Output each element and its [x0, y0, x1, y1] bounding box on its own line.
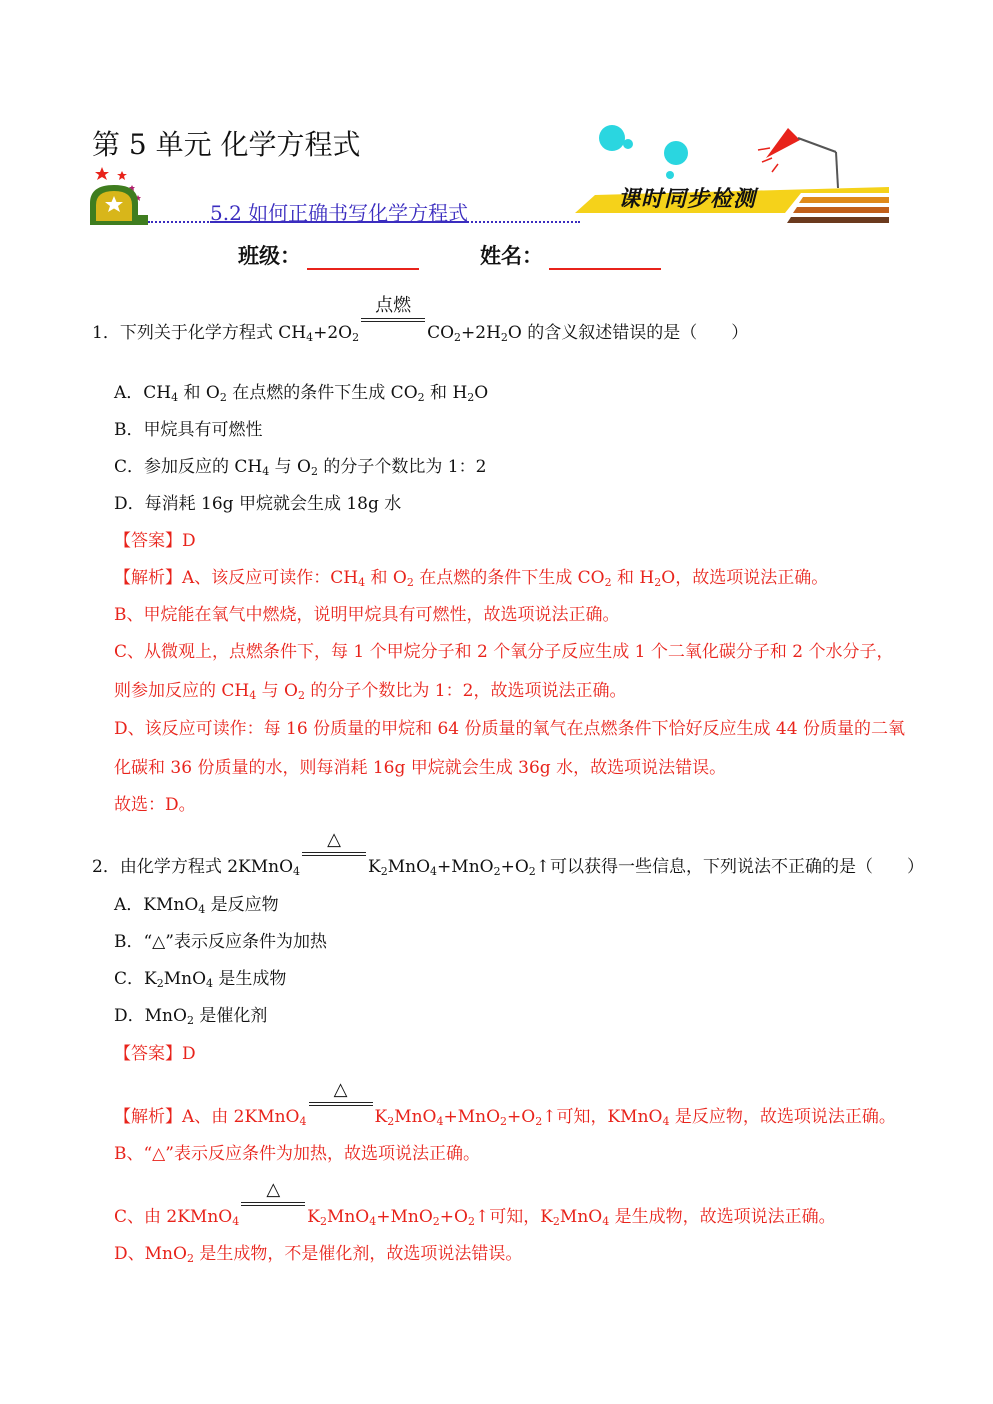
class-label: 班级： [238, 243, 301, 268]
name-input-blank[interactable] [549, 248, 661, 270]
q2-option-a: A．KMnO$_4$ 是反应物 [114, 895, 279, 916]
q1-answer: 【答案】D [114, 531, 196, 551]
q1-analysis-a: 【解析】A、该反应可读作：$CH_4$ 和 $O_2$ 在点燃的条件下生成 $CO_2$ 和 $H_2O$，故选项说法正确。 [114, 568, 829, 589]
question-1-stem: 1．下列关于化学方程式 $CH_4+2O_2$ 点燃 $CO_2+2H_2O$ 的含义叙述错误的是（ ） [92, 295, 749, 344]
bubble-icon [596, 122, 696, 192]
reaction-condition: △ [309, 1106, 373, 1128]
star-badge-icon [88, 163, 150, 225]
reaction-condition: △ [302, 856, 366, 878]
q1-option-d: D．每消耗 16g 甲烷就会生成 18g 水 [114, 494, 402, 514]
question-2-stem: 2．由化学方程式 2KMnO$_4$ △ $K_2MnO_4+MnO_2+O_2↑$可以获得一些信息，下列说法不正确的是（ ） [92, 829, 925, 878]
q2-answer: 【答案】D [114, 1044, 196, 1064]
q2-option-d: D．MnO$_2$ 是催化剂 [114, 1006, 268, 1027]
reaction-condition: 点燃 [361, 322, 425, 344]
q2-analysis-a: 【解析】A、由 2KMnO$_4$ △ $K_2MnO_4+MnO_2+O_2↑$可知，KMnO$_4$ 是反应物，故选项说法正确。 [114, 1079, 896, 1128]
name-label: 姓名： [480, 243, 543, 268]
name-field [480, 242, 661, 270]
q2-analysis-c: C、由 2KMnO$_4$ △ $K_2MnO_4+MnO_2+O_2↑$可知，$K_2MnO_4$ 是生成物，故选项说法正确。 [114, 1179, 836, 1228]
q2-analysis-d: D、MnO$_2$ 是生成物，不是催化剂，故选项说法错误。 [114, 1244, 523, 1265]
q2-option-b: B．“△”表示反应条件为加热 [114, 932, 327, 952]
unit-title: 第 5 单元 化学方程式 [92, 128, 361, 161]
q2-analysis-b: B、“△”表示反应条件为加热，故选项说法正确。 [114, 1144, 480, 1164]
class-input-blank[interactable] [307, 248, 419, 270]
q1-option-c: C．参加反应的 $CH_4$ 与 $O_2$ 的分子个数比为 1：2 [114, 457, 487, 478]
reaction-condition: △ [241, 1206, 305, 1228]
q1-analysis-c2: 则参加反应的 $CH_4$ 与 $O_2$ 的分子个数比为 1：2，故选项说法正确。 [114, 681, 627, 702]
q1-analysis-d1: D、该反应可读作：每 16 份质量的甲烷和 64 份质量的氧气在点燃条件下恰好反应生成 44 份质量的二氧 [114, 719, 905, 739]
q1-analysis-c1: C、从微观上，点燃条件下，每 1 个甲烷分子和 2 个氧分子反应生成 1 个二氧化碳分子和 2 个水分子， [114, 642, 894, 662]
q1-analysis-d2: 化碳和 36 份质量的水，则每消耗 16g 甲烷就会生成 36g 水，故选项说法错误。 [114, 758, 727, 778]
q1-analysis-b: B、甲烷能在氧气中燃烧，说明甲烷具有可燃性，故选项说法正确。 [114, 605, 620, 625]
q1-option-a: A．$CH_4$ 和 $O_2$ 在点燃的条件下生成 $CO_2$ 和 $H_2O$ [114, 383, 489, 404]
q1-option-b: B．甲烷具有可燃性 [114, 420, 263, 440]
q2-option-c: C．$K_2MnO_4$ 是生成物 [114, 969, 287, 990]
q1-conclusion: 故选：D。 [114, 795, 196, 815]
class-field [238, 242, 419, 270]
lesson-title: 5.2 如何正确书写化学方程式 [210, 201, 469, 225]
section-badge: 课时同步检测 [618, 186, 757, 212]
